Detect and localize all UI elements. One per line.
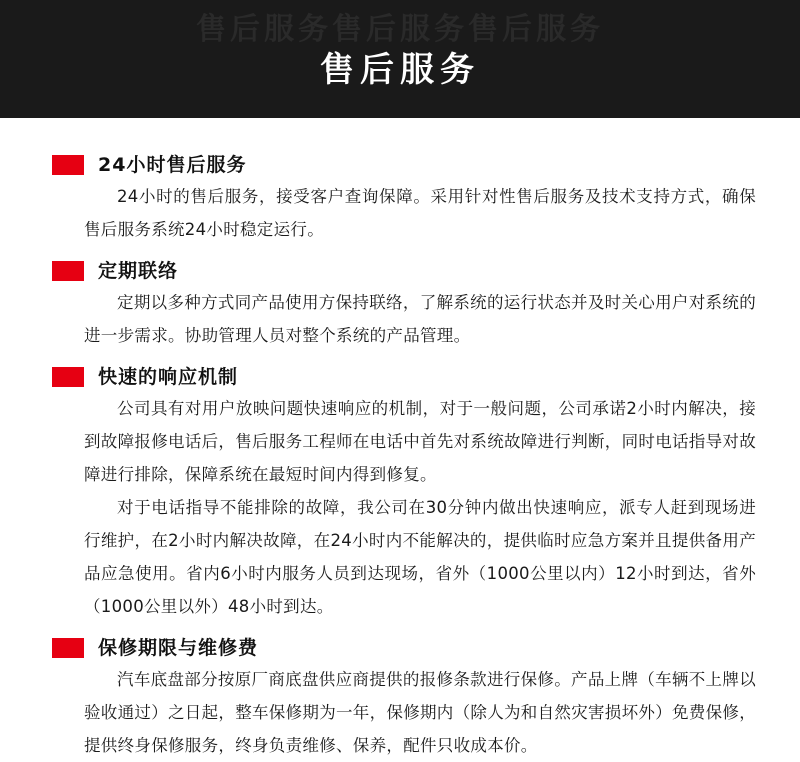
page-banner (0, 0, 800, 118)
section-heading (52, 637, 764, 659)
section-rapid-response (36, 366, 764, 623)
paragraph: 公司具有对用户放映问题快速响应的机制，对于一般问题，公司承诺2小时内解决，接到故障报修电话后，售后服务工程师在电话中首先对系统故障进行判断，同时电话指导对故障进行排除，保障系统在最短时间内得到修复。 (84, 399, 756, 484)
section-title: 快速的响应机制 (98, 366, 239, 388)
red-square-bullet-icon (52, 367, 84, 387)
section-24h-service (36, 154, 764, 246)
section-heading (52, 366, 764, 388)
page-title: 售后服务 (320, 50, 480, 90)
content-body (0, 118, 800, 762)
paragraph: 汽车底盘部分按原厂商底盘供应商提供的报修条款进行保修。产品上牌（车辆不上牌以验收通过）之日起，整车保修期为一年，保修期内（除人为和自然灾害损坏外）免费保修，提供终身保修服务，终身负责维修、保养，配件只收成本价。 (84, 670, 756, 755)
section-title: 保修期限与维修费 (98, 637, 259, 659)
section-heading (52, 154, 764, 176)
section-regular-contact (36, 260, 764, 352)
banner-watermark-text: 售后服务售后服务售后服务 (196, 12, 604, 47)
section-title: 24小时售后服务 (98, 154, 247, 176)
section-title: 定期联络 (98, 260, 179, 282)
section-heading (52, 260, 764, 282)
paragraph: 24小时的售后服务，接受客户查询保障。采用针对性售后服务及技术支持方式，确保售后服务系统24小时稳定运行。 (84, 187, 756, 239)
section-warranty-period (36, 637, 764, 762)
paragraph: 定期以多种方式同产品使用方保持联络，了解系统的运行状态并及时关心用户对系统的进一步需求。协助管理人员对整个系统的产品管理。 (84, 293, 756, 345)
red-square-bullet-icon (52, 261, 84, 281)
red-square-bullet-icon (52, 638, 84, 658)
red-square-bullet-icon (52, 155, 84, 175)
paragraph: 对于电话指导不能排除的故障，我公司在30分钟内做出快速响应，派专人赶到现场进行维护，在2小时内解决故障，在24小时内不能解决的，提供临时应急方案并且提供备用产品应急使用。省内6小时内服务人员到达现场，省外（1000公里以内）12小时到达，省外（1000公里以外）48小时到达。 (84, 498, 756, 616)
